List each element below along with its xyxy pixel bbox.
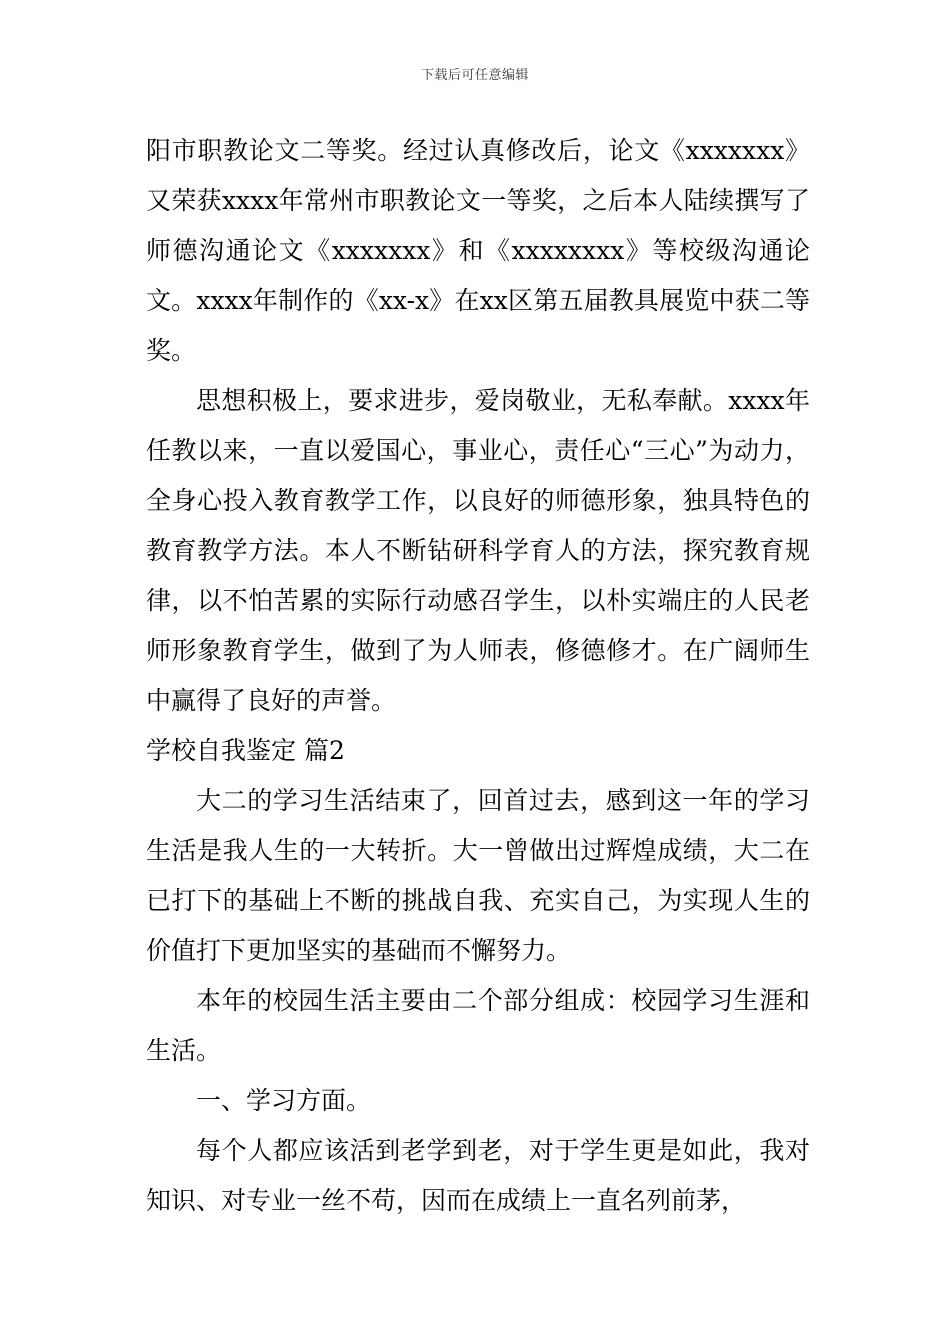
paragraph-lifelong-learning: 每个人都应该活到老学到老，对于学生更是如此，我对知识、对专业一丝不苟，因而在成绩上一直名列前茅，	[146, 1136, 810, 1215]
paragraph-awards: 阳市职教论文二等奖。经过认真修改后，论文《xxxxxxx》又荣获xxxx年常州市职教论文一等奖，之后本人陆续撰写了师德沟通论文《xxxxxxx》和《xxxxxxxx》等校级沟通论文。xxxx年制作的《xx-x》在xx区第五届教具展览中获二等奖。	[146, 136, 810, 365]
subheading-study: 一、学习方面。	[196, 1086, 372, 1115]
paragraph-ideology: 思想积极上，要求进步，爱岗敬业，无私奉献。xxxx年任教以来，一直以爱国心，事业心，责任心“三心”为动力，全身心投入教育教学工作，以良好的师德形象，独具特色的教育教学方法。本人不断钻研科学育人的方法，探究教育规律，以不怕苦累的实际行动感召学生，以朴实端庄的人民老师形象教育学生，做到了为人师表，修德修才。在广阔师生中赢得了良好的声誉。	[146, 386, 810, 715]
paragraph-campus-life: 本年的校园生活主要由二个部分组成：校园学习生涯和生活。	[146, 986, 810, 1065]
paragraph-sophomore-year: 大二的学习生活结束了，回首过去，感到这一年的学习生活是我人生的一大转折。大一曾做出过辉煌成绩，大二在已打下的基础上不断的挑战自我、充实自己，为实现人生的价值打下更加坚实的基础而不懈努力。	[146, 786, 810, 965]
section-heading: 学校自我鉴定 篇2	[146, 736, 345, 765]
document-body	[146, 126, 810, 1226]
page-header: 下载后可任意编辑	[420, 68, 529, 83]
